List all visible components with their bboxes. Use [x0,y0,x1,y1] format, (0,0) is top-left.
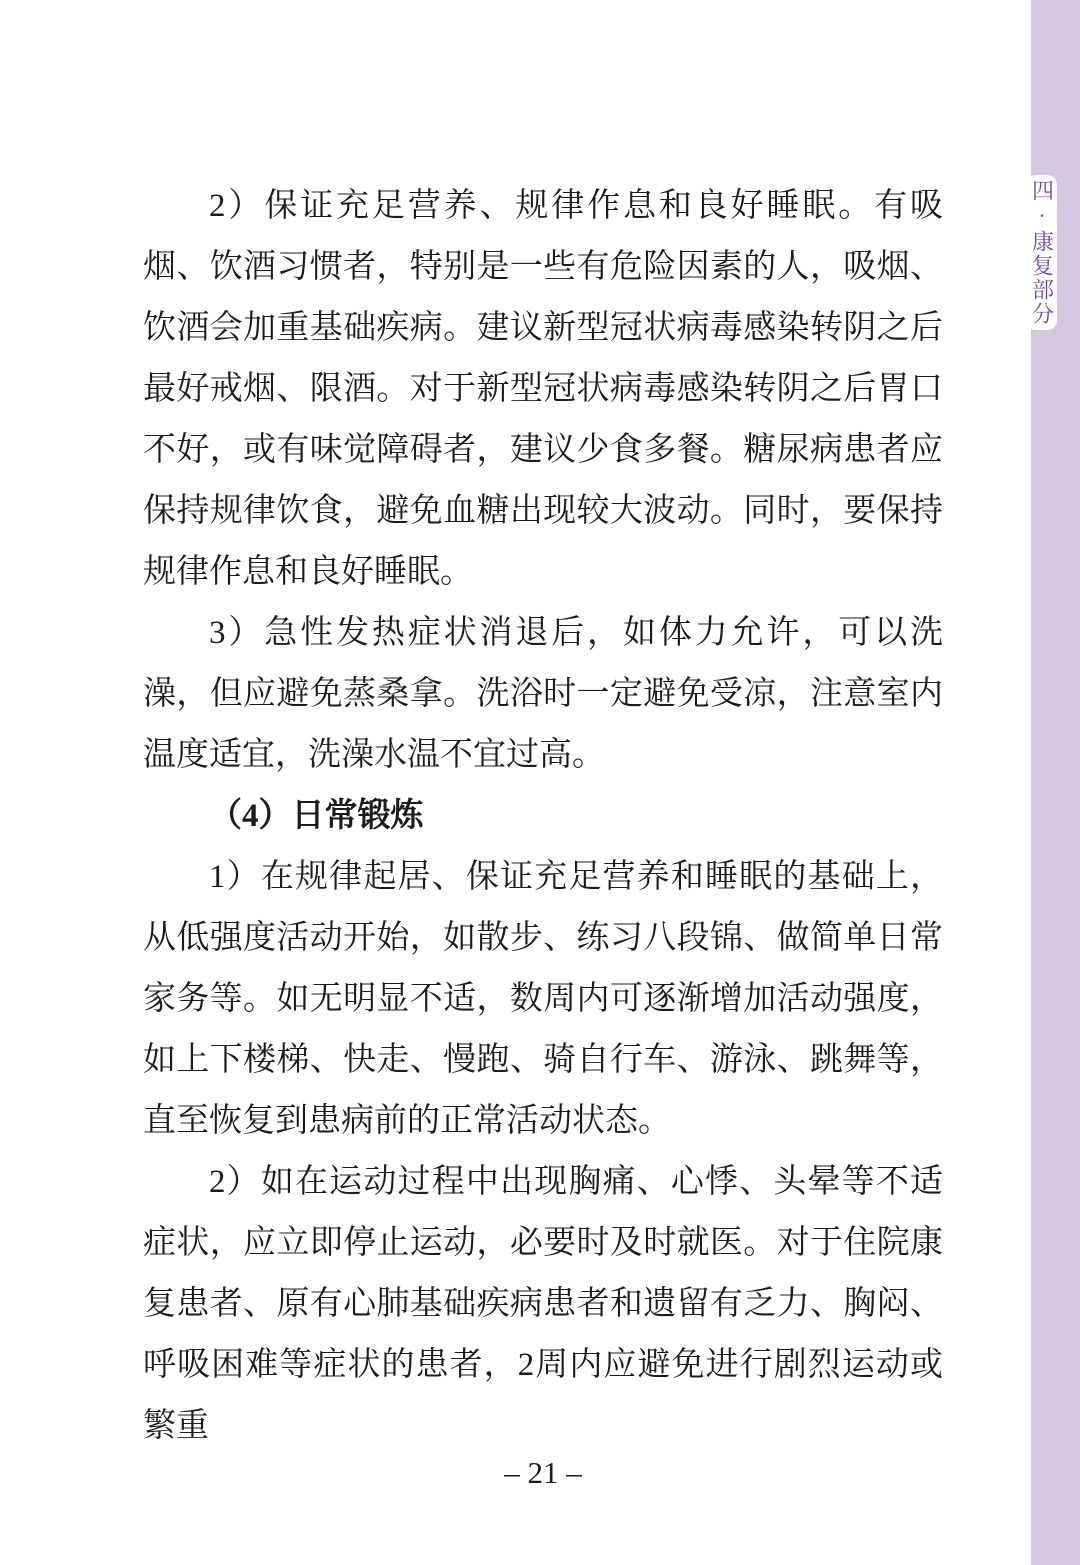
body-text-block [143,176,943,1457]
paragraph-activity-buildup: 1）在规律起居、保证充足营养和睡眠的基础上，从低强度活动开始，如散步、练习八段锦、做简单日常家务等。如无明显不适，数周内可逐渐增加活动强度，如上下楼梯、快走、慢跑、骑自行车、游泳、跳舞等，直至恢复到患病前的正常活动状态。 [143,859,943,1139]
section-tab-label: 四·康复部分 [1029,179,1055,326]
paragraph-nutrition-sleep: 2）保证充足营养、规律作息和良好睡眠。有吸烟、饮酒习惯者，特别是一些有危险因素的人，吸烟、饮酒会加重基础疾病。建议新型冠状病毒感染转阴之后最好戒烟、限酒。对于新型冠状病毒感染转阴之后胃口不好，或有味觉障碍者，建议少食多餐。糖尿病患者应保持规律饮食，避免血糖出现较大波动。同时，要保持规律作息和良好睡眠。 [143,188,943,590]
section-heading-daily-exercise: （4）日常锻炼 [209,798,424,834]
page-number: – 21 – [504,1455,582,1490]
paragraph-exercise-warning: 2）如在运动过程中出现胸痛、心悸、头晕等不适症状，应立即停止运动，必要时及时就医。对于住院康复患者、原有心肺基础疾病患者和遗留有乏力、胸闷、呼吸困难等症状的患者，2周内应避免进行剧烈运动或繁重 [143,1164,943,1444]
paragraph-bathing: 3）急性发热症状消退后，如体力允许，可以洗澡，但应避免蒸桑拿。洗浴时一定避免受凉，注意室内温度适宜，洗澡水温不宜过高。 [143,615,943,773]
section-tab [1026,175,1057,330]
